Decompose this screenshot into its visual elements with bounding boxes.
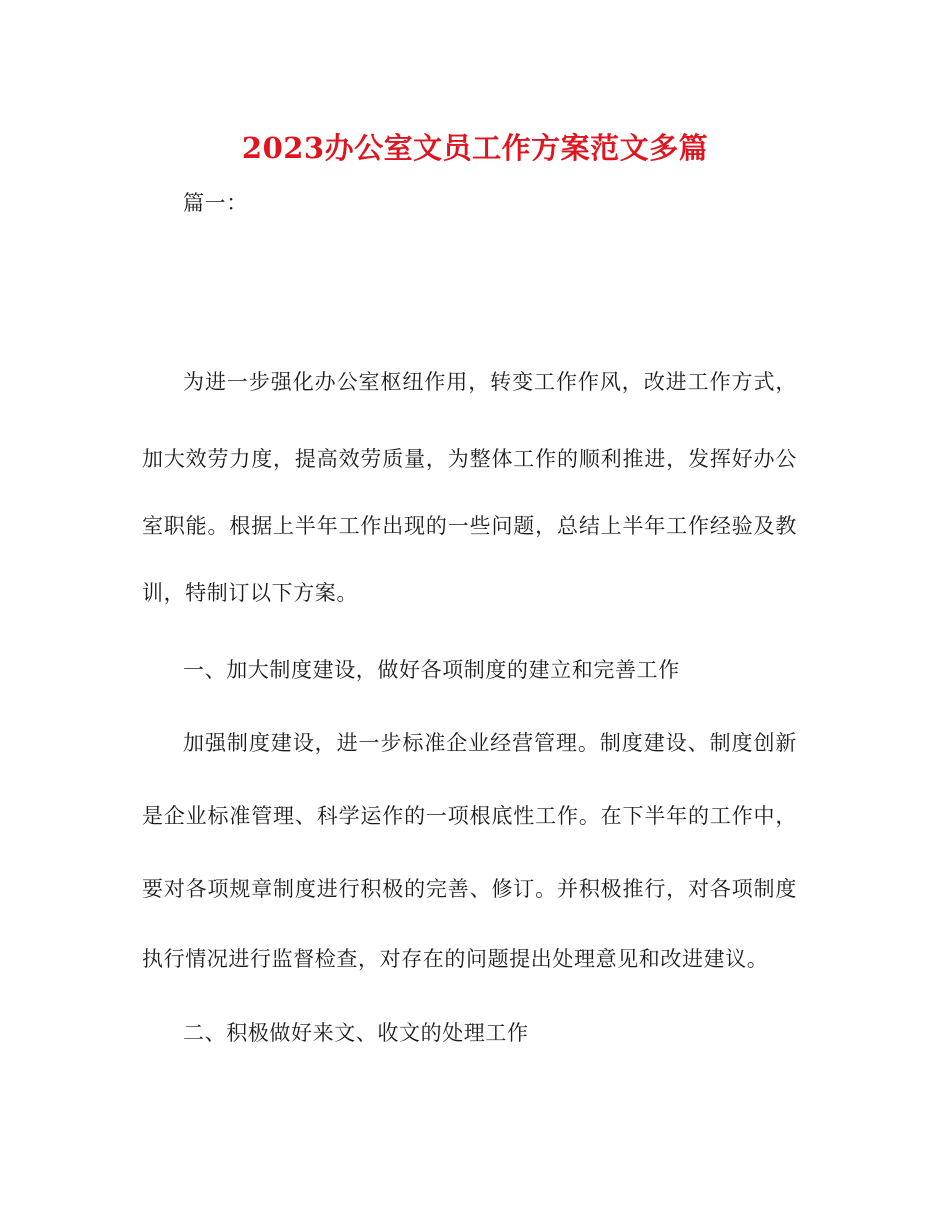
paragraph-line: 为进一步强化办公室枢纽作用，转变工作作风，改进工作方式， <box>183 370 797 394</box>
paragraph-line: 室职能。根据上半年工作出现的一些问题，总结上半年工作经验及教 <box>142 514 797 538</box>
section-heading: 一、加大制度建设，做好各项制度的建立和完善工作 <box>183 658 680 682</box>
section-label: 篇一： <box>183 191 248 215</box>
paragraph-line: 要对各项规章制度进行积极的完善、修订。并积极推行，对各项制度 <box>142 877 797 901</box>
section-heading: 二、积极做好来文、收文的处理工作 <box>183 1021 529 1045</box>
paragraph-line: 加强制度建设，进一步标准企业经营管理。制度建设、制度创新 <box>183 731 797 755</box>
paragraph-line: 加大效劳力度，提高效劳质量，为整体工作的顺利推进，发挥好办公 <box>142 447 797 471</box>
document-title: 2023办公室文员工作方案范文多篇 <box>241 131 709 165</box>
paragraph-line: 执行情况进行监督检查，对存在的问题提出处理意见和改进建议。 <box>142 947 769 971</box>
paragraph-line: 训，特制订以下方案。 <box>142 581 358 605</box>
paragraph-line: 是企业标准管理、科学运作的一项根底性工作。在下半年的工作中， <box>142 804 797 828</box>
